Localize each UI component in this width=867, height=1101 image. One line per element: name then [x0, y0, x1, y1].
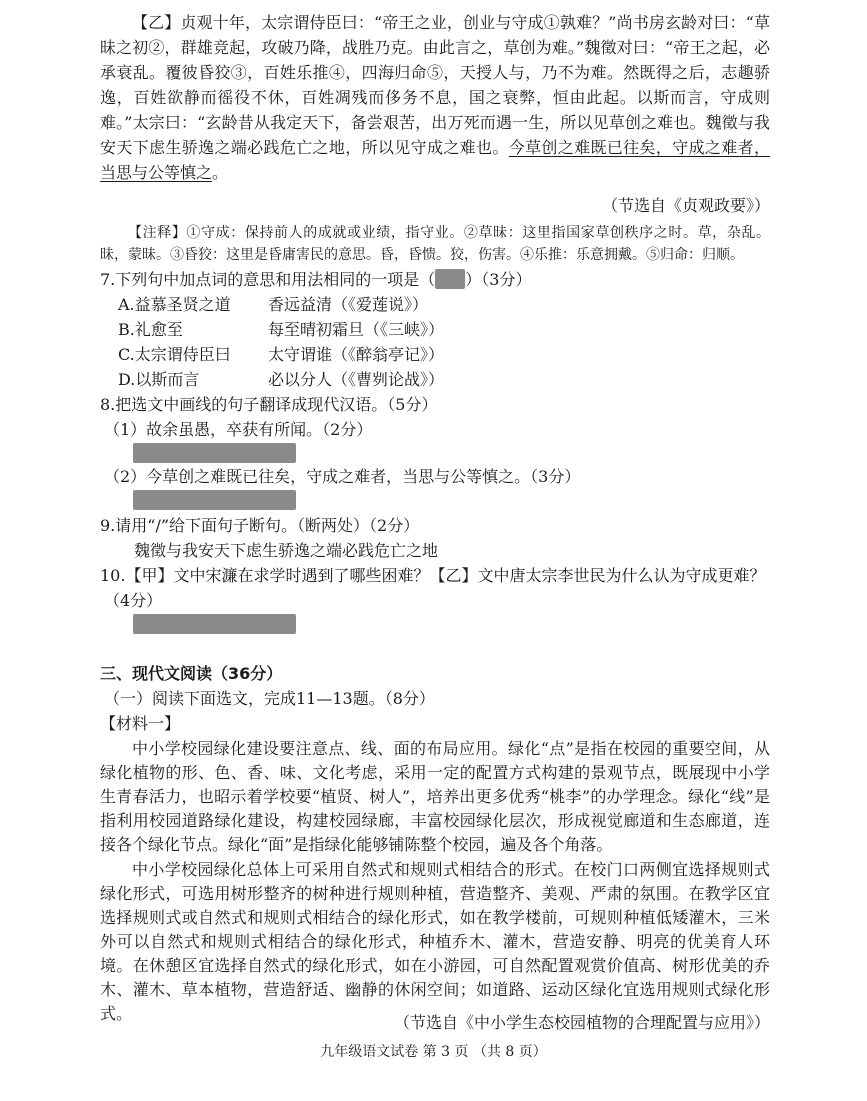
- material-source: （节选自《中小学生态校园植物的合理配置与应用》）: [393, 1013, 770, 1032]
- q7-option-c-right: 太守谓谁（《醉翁亭记》）: [268, 345, 445, 364]
- page-footer: 九年级语文试卷 第 3 页 （共 8 页）: [320, 1044, 547, 1060]
- answer-redaction: [133, 490, 296, 510]
- q7-stem: 7.下列句中加点词的意思和用法相同的一项是（: [100, 270, 436, 289]
- passage-yi-text: 【乙】贞观十年，太宗谓侍臣曰：“帝王之业，创业与守成①孰难？”尚书房玄龄对曰：“草昧之初②，群雄竞起，攻破乃降，战胜乃克。由此言之，草创为难。”魏徵对曰：“帝王之起，必承衰乱。覆彼昏狡③，百姓乐推④，四海归命⑤，天授人与，乃不为难。然既得之后，志趣骄逸，百姓欲静而徭役不休，百姓凋残而侈务不息，国之衰弊，恒由此起。以斯而言，守成则难。”太宗曰：“玄龄昔从我定天下，备尝艰苦，出万死而遇一生，所以见草创之难也。魏徵与我安天下虑生骄逸之端必践危亡之地，所以见守成之难也。: [100, 13, 770, 157]
- q7-option-d-left: D.以斯而言: [118, 370, 200, 389]
- q7-option-d-right: 必以分人（《曹刿论战》）: [268, 370, 445, 389]
- passage-yi: [100, 10, 770, 185]
- underlined-sentence: 今草创之难既已往矣，守成之难者，当思与公等慎之: [100, 138, 770, 182]
- q10-stem: 10.【甲】文中宋濂在求学时遇到了哪些困难？【乙】文中唐太宗李世民为什么认为守成更难？: [100, 566, 766, 585]
- answer-redaction: [133, 614, 296, 634]
- answer-redaction: [133, 443, 296, 463]
- q7-option-a-left: A.益慕圣贤之道: [118, 295, 231, 314]
- answer-redaction: [435, 269, 465, 289]
- material-label: 【材料一】: [100, 714, 181, 733]
- passage-yi-notes: 【注释】①守成：保持前人的成就或业绩，指守业。②草昧：这里指国家草创秩序之时。草，杂乱。昧，蒙昧。③昏狡：这里是昏庸害民的意思。昏，昏愦。狡，伤害。④乐推：乐意拥戴。⑤归命：归顺。: [100, 225, 770, 263]
- material-para2: 中小学校园绿化总体上可采用自然式和规则式相结合的形式。在校门口两侧宜选择规则式绿化形式，可选用树形整齐的树种进行规则种植，营造整齐、美观、严肃的氛围。在教学区宜选择规则式或自然式和规则式相结合的绿化形式，如在教学楼前，可规则种植低矮灌木，三米外可以自然式和规则式相结合的绿化形式，种植乔木、灌木，营造安静、明亮的优美育人环境。在休憩区宜选择自然式的绿化形式，如在小游园，可自然配置观赏价值高、树形优美的乔木、灌木、草本植物，营造舒适、幽静的休闲空间；如道路、运动区绿化宜选用规则式绿化形式。: [100, 860, 770, 1023]
- section3-title: 三、现代文阅读（36分）: [100, 664, 283, 683]
- q7-option-b-left: B.礼愈至: [118, 320, 183, 339]
- q10-points: （4分）: [104, 591, 163, 610]
- q8-sub2: （2）今草创之难既已往矣，守成之难者，当思与公等慎之。（3分）: [104, 467, 581, 486]
- q7-option-a-right: 香远益清（《爱莲说》）: [268, 295, 429, 314]
- q8-sub1: （1）故余虽愚，卒获有所闻。（2分）: [104, 420, 373, 439]
- q8-stem: 8.把选文中画线的句子翻译成现代汉语。（5分）: [100, 395, 438, 414]
- section3-intro: （一）阅读下面选文，完成11—13题。（8分）: [104, 689, 435, 708]
- q9-stem: 9.请用“/”给下面句子断句。（断两处）（2分）: [100, 516, 420, 535]
- q7-option-b-right: 每至晴初霜旦（《三峡》）: [268, 320, 445, 339]
- q7-option-c-left: C.太宗谓侍臣曰: [118, 345, 231, 364]
- q9-sentence: 魏徵与我安天下虑生骄逸之端必践危亡之地: [134, 541, 439, 560]
- passage-yi-source: （节选自《贞观政要》）: [601, 196, 770, 215]
- material-para1: 中小学校园绿化建设要注意点、线、面的布局应用。绿化“点”是指在校园的重要空间，从绿化植物的形、色、香、味、文化考虑，采用一定的配置方式构建的景观节点，既展现中小学生青春活力，也昭示着学校要“植贤、树人”，培养出更多优秀“桃李”的办学理念。绿化“线”是指利用校园道路绿化建设，构建校园绿廊，丰富校园绿化层次，形成视觉廊道和生态廊道，连接各个绿化节点。绿化“面”是指绿化能够铺陈整个校园，遍及各个角落。: [100, 739, 770, 854]
- q7-stem-line: [100, 268, 531, 292]
- q7-stem-end: ）（3分）: [465, 270, 532, 289]
- passage-yi-end: 。: [212, 163, 229, 182]
